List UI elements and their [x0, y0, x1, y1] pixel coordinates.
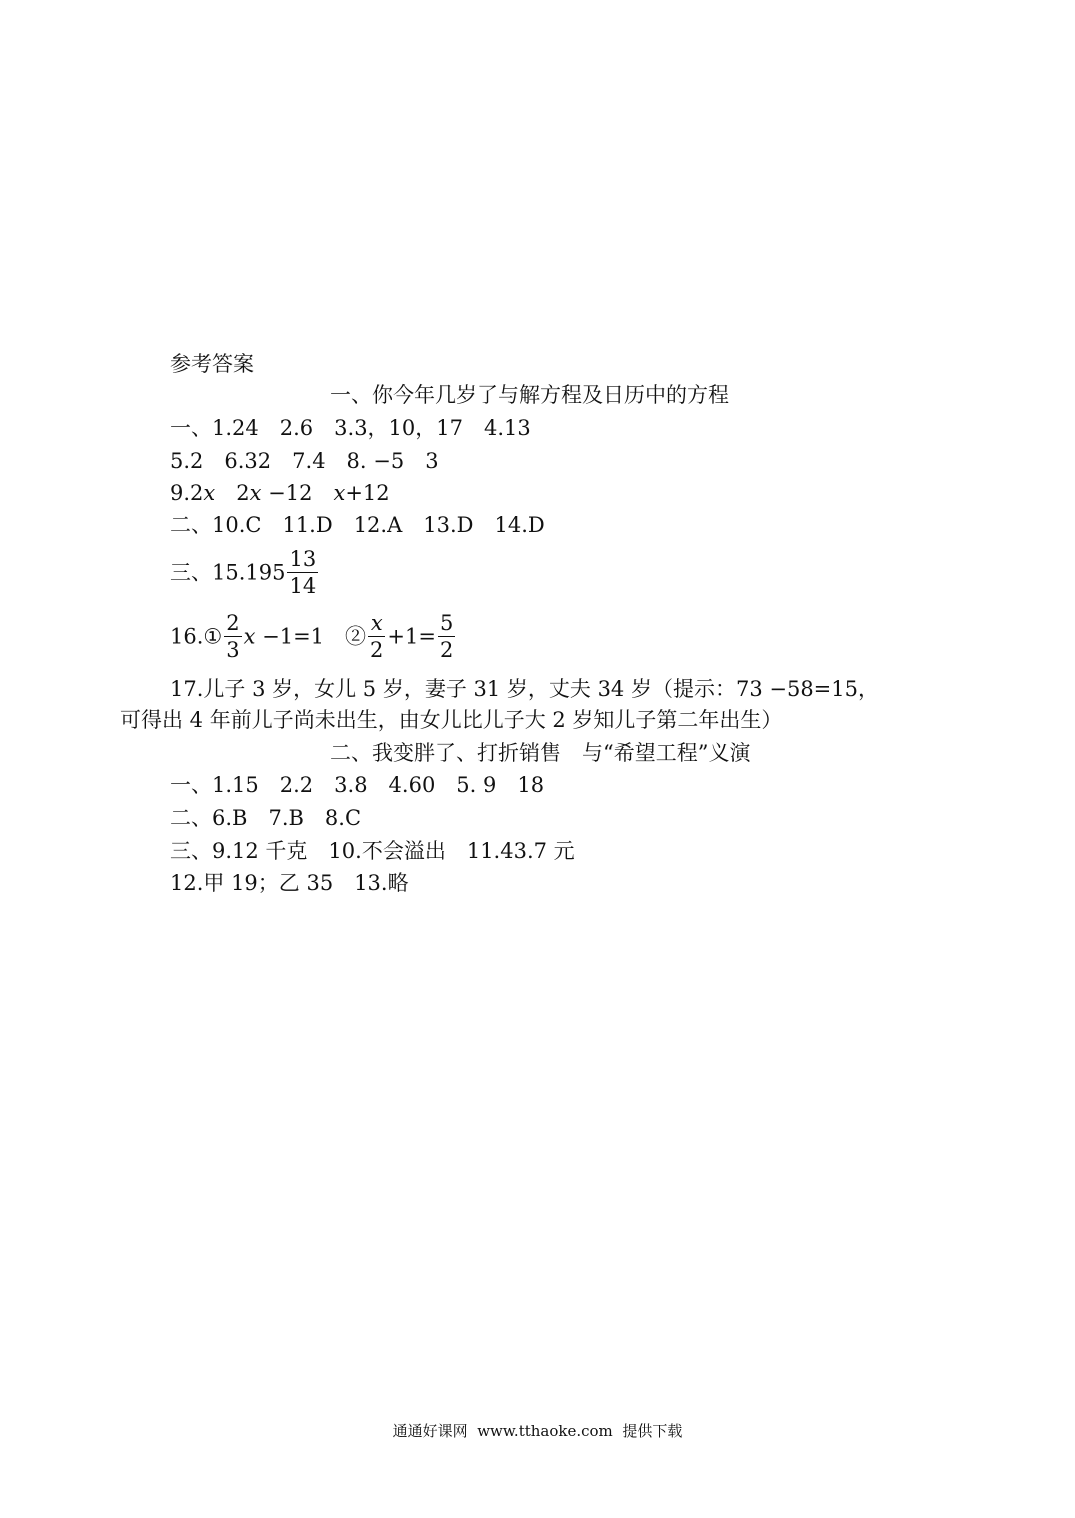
numerator: x [368, 610, 385, 637]
variable-x: x [243, 624, 256, 649]
answer-line: 一、1.24 2.6 3.3，10，17 4.13 [170, 416, 531, 440]
text: 2 [215, 481, 250, 505]
answer-line: 二、10.C 11.D 12.A 13.D 14.D [170, 513, 545, 537]
answer-line-17: 17.儿子 3 岁，女儿 5 岁，妻子 31 岁，丈夫 34 岁（提示：73 −58=15， [170, 677, 879, 701]
section-1-heading: 一、你今年几岁了与解方程及日历中的方程 [330, 383, 729, 407]
fraction [368, 610, 385, 663]
answer-line: 一、1.15 2.2 3.8 4.60 5. 9 18 [170, 773, 545, 797]
numerator: 13 [289, 547, 317, 571]
answer-line-17-continued: 可得出 4 年前儿子尚未出生，由女儿比儿子大 2 岁知儿子第二年出生） [120, 708, 783, 732]
fraction [224, 610, 241, 663]
answer-line: 12.甲 19；乙 35 13.略 [170, 871, 409, 895]
fraction [438, 610, 455, 663]
variable-x: x [333, 481, 346, 505]
answer-line: 5.2 6.32 7.4 8. −5 3 [170, 449, 439, 473]
denominator: 2 [370, 638, 384, 662]
answer-line: 三、9.12 千克 10.不会溢出 11.43.7 元 [170, 839, 575, 863]
variable-x: x [203, 481, 216, 505]
numerator: 2 [226, 611, 240, 635]
text: −1=1 ② [255, 624, 367, 649]
variable-x: x [249, 481, 262, 505]
answer-line: 二、6.B 7.B 8.C [170, 806, 362, 830]
text: −12 [261, 481, 334, 505]
denominator: 3 [226, 638, 240, 662]
answer-line-15 [170, 546, 320, 599]
text: 16.① [170, 624, 223, 649]
text: +12 [345, 481, 390, 505]
denominator: 14 [289, 574, 317, 598]
text: 9.2 [170, 481, 204, 505]
doc-title: 参考答案 [170, 352, 254, 376]
text: +1= [387, 624, 436, 649]
answer-line-9 [170, 479, 390, 507]
denominator: 2 [439, 638, 454, 662]
answer-line-16 [170, 610, 457, 663]
section-2-heading: 二、我变胖了、打折销售 与“希望工程”义演 [330, 741, 751, 765]
fraction [287, 546, 318, 599]
numerator: 5 [439, 611, 454, 635]
text: 三、15.195 [170, 560, 286, 585]
page-footer: 通通好课网 www.tthaoke.com 提供下载 [392, 1422, 683, 1440]
